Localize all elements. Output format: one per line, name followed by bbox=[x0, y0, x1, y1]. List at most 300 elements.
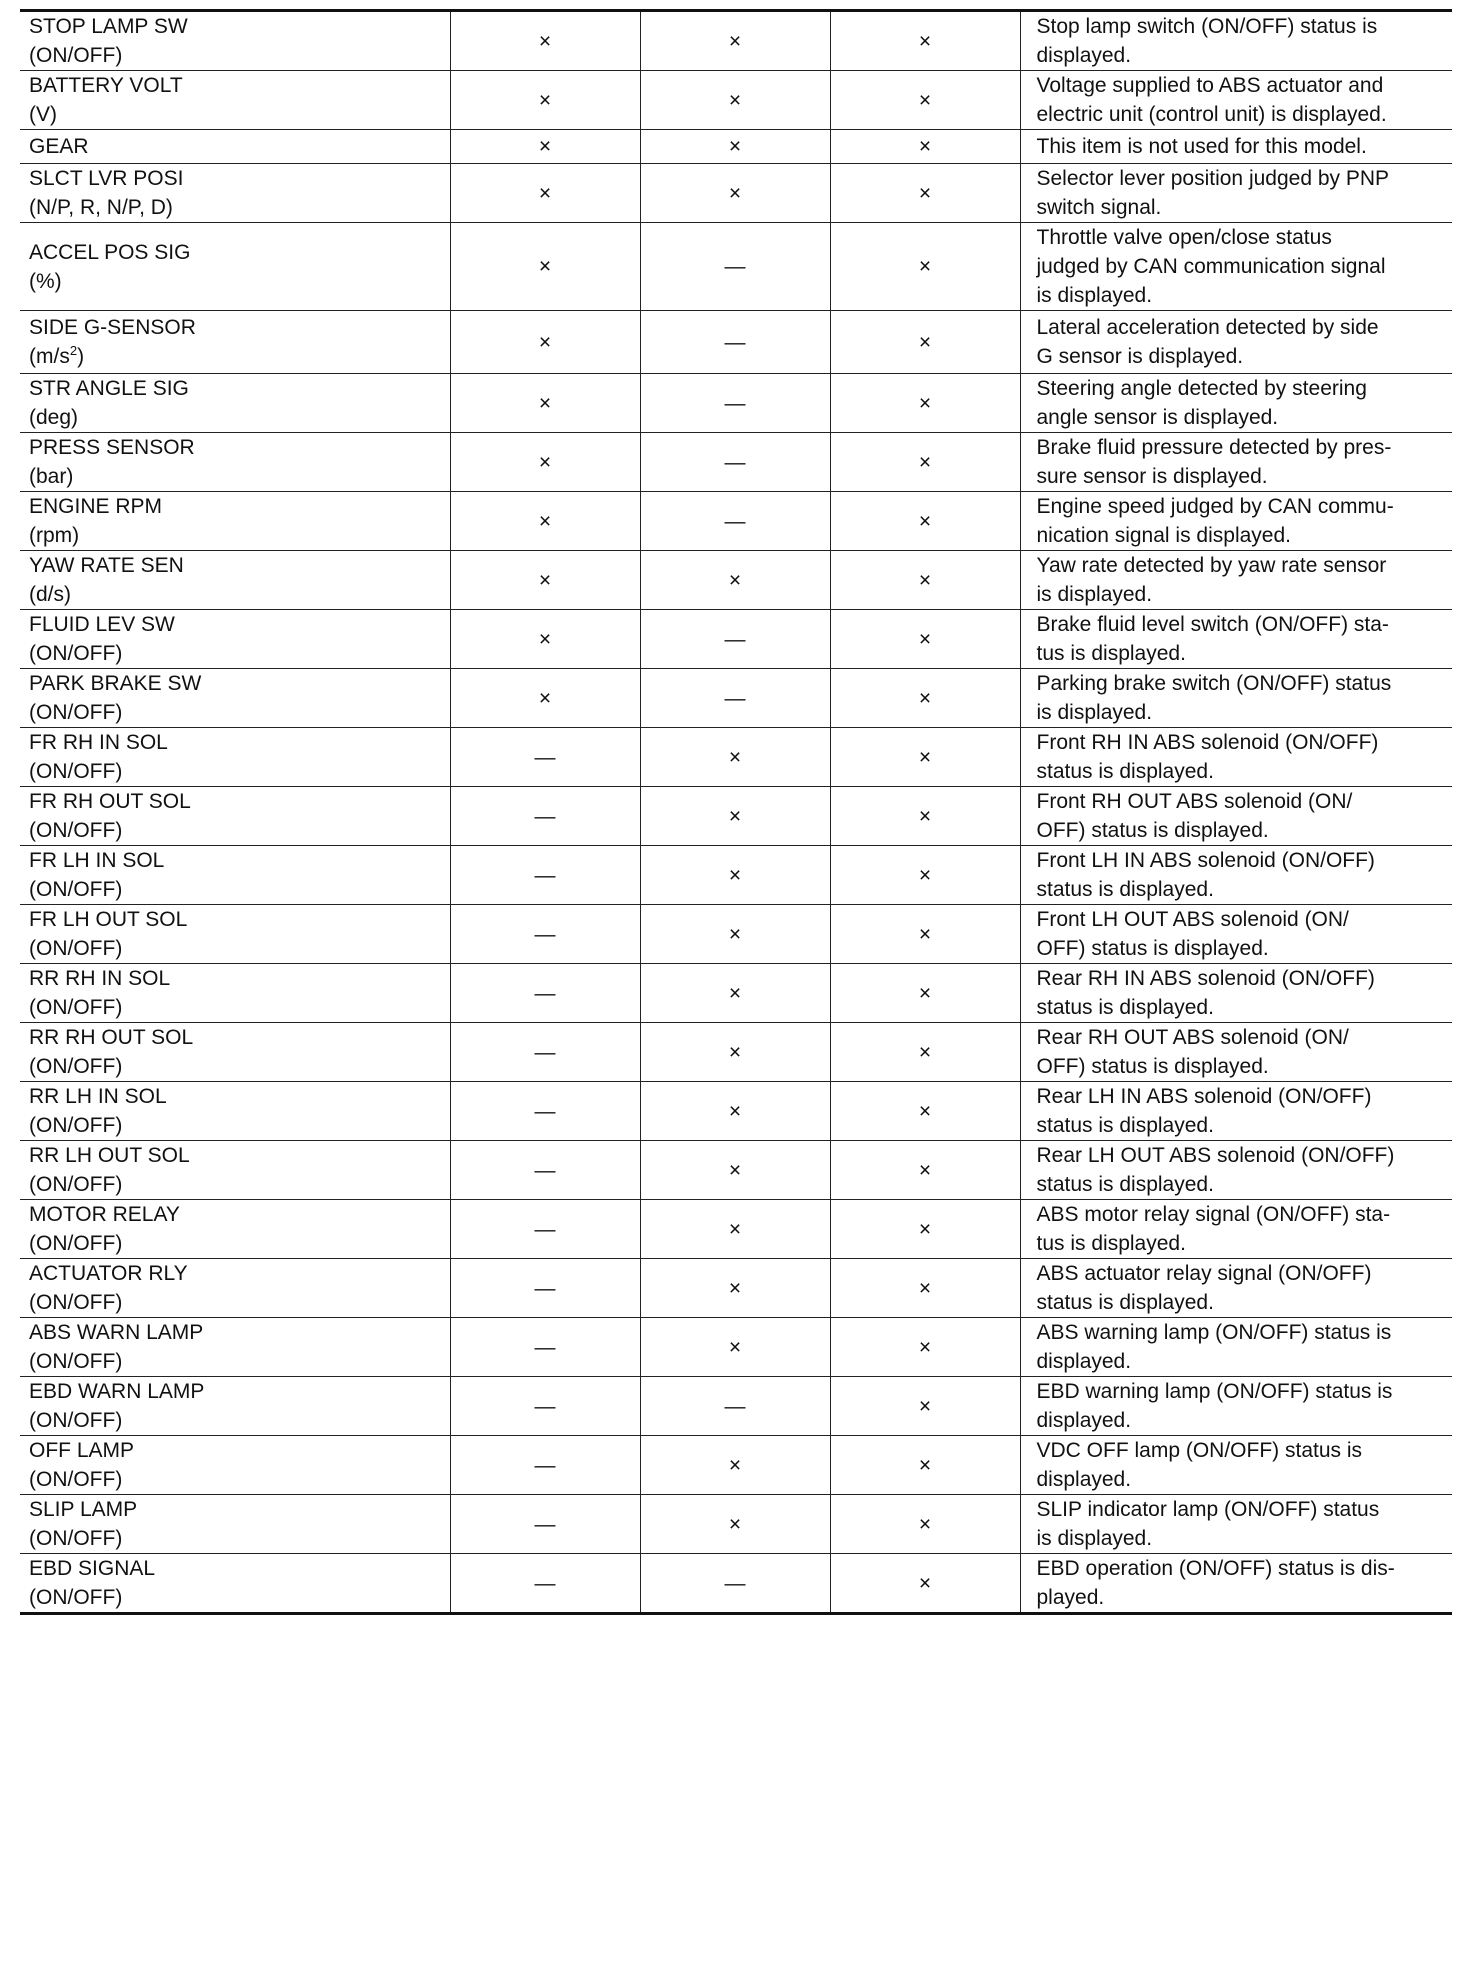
description-line: SLIP indicator lamp (ON/OFF) status bbox=[1036, 1498, 1380, 1521]
description-line: ABS actuator relay signal (ON/OFF) bbox=[1036, 1262, 1372, 1285]
mode-mark-2: × bbox=[640, 846, 830, 905]
description-line: electric unit (control unit) is displayed. bbox=[1036, 103, 1387, 126]
monitor-item-cell bbox=[20, 1554, 450, 1614]
mode-mark-2: × bbox=[640, 164, 830, 223]
monitor-item-unit bbox=[29, 342, 444, 371]
description-line: Lateral acceleration detected by side bbox=[1036, 316, 1379, 339]
description-line: tus is displayed. bbox=[1036, 1232, 1186, 1255]
mode-mark-2: — bbox=[640, 669, 830, 728]
monitor-item-unit bbox=[29, 816, 444, 845]
monitor-item-unit bbox=[29, 1406, 444, 1435]
mode-mark-2: × bbox=[640, 1318, 830, 1377]
monitor-item-unit bbox=[29, 580, 444, 609]
mode-mark-1: × bbox=[450, 164, 640, 223]
table-row bbox=[20, 669, 1452, 728]
monitor-item-cell bbox=[20, 130, 450, 164]
description-line: Front LH OUT ABS solenoid (ON/ bbox=[1036, 908, 1349, 931]
item-unit-text: (ON/OFF) bbox=[29, 878, 123, 901]
mode-mark-3: × bbox=[830, 1259, 1020, 1318]
item-name-text: ABS WARN LAMP bbox=[29, 1321, 204, 1344]
mode-mark-3: × bbox=[830, 130, 1020, 164]
description-line: Selector lever position judged by PNP bbox=[1036, 167, 1390, 190]
monitor-item-unit bbox=[29, 934, 444, 963]
data-monitor-table bbox=[20, 9, 1452, 1615]
item-name-text: SLIP LAMP bbox=[29, 1498, 138, 1521]
description-line: status is displayed. bbox=[1036, 1291, 1214, 1314]
monitor-description-cell bbox=[1020, 1554, 1452, 1614]
monitor-item-cell bbox=[20, 311, 450, 374]
description-line: EBD operation (ON/OFF) status is dis- bbox=[1036, 1557, 1395, 1580]
mode-mark-3: × bbox=[830, 610, 1020, 669]
monitor-item-unit bbox=[29, 1170, 444, 1199]
description-line: switch signal. bbox=[1036, 196, 1162, 219]
monitor-item-name bbox=[29, 1377, 444, 1406]
monitor-item-cell bbox=[20, 610, 450, 669]
monitor-description-cell bbox=[1020, 11, 1452, 71]
monitor-item-unit bbox=[29, 41, 444, 70]
item-name-text: EBD WARN LAMP bbox=[29, 1380, 205, 1403]
mode-mark-2: × bbox=[640, 1141, 830, 1200]
item-unit-text: (ON/OFF) bbox=[29, 1291, 123, 1314]
mode-mark-3: × bbox=[830, 1377, 1020, 1436]
monitor-description-cell bbox=[1020, 669, 1452, 728]
table-row bbox=[20, 1495, 1452, 1554]
description-line: Yaw rate detected by yaw rate sensor bbox=[1036, 554, 1387, 577]
item-name-text: STOP LAMP SW bbox=[29, 15, 188, 38]
monitor-item-unit bbox=[29, 1229, 444, 1258]
monitor-item-unit bbox=[29, 1288, 444, 1317]
mode-mark-3: × bbox=[830, 1554, 1020, 1614]
description-line: Rear LH OUT ABS solenoid (ON/OFF) bbox=[1036, 1144, 1395, 1167]
monitor-description-cell bbox=[1020, 1023, 1452, 1082]
description-line: is displayed. bbox=[1036, 284, 1153, 307]
monitor-item-unit bbox=[29, 267, 444, 296]
mode-mark-2: — bbox=[640, 223, 830, 311]
monitor-item-unit bbox=[29, 100, 444, 129]
mode-mark-3: × bbox=[830, 905, 1020, 964]
description-line: Rear LH IN ABS solenoid (ON/OFF) bbox=[1036, 1085, 1372, 1108]
item-name-text: FLUID LEV SW bbox=[29, 613, 175, 636]
monitor-item-name bbox=[29, 374, 444, 403]
description-line: ABS warning lamp (ON/OFF) status is bbox=[1036, 1321, 1392, 1344]
item-name-text: ACCEL POS SIG bbox=[29, 240, 191, 264]
monitor-item-unit bbox=[29, 403, 444, 432]
description-line: Rear RH IN ABS solenoid (ON/OFF) bbox=[1036, 967, 1375, 990]
monitor-item-unit bbox=[29, 993, 444, 1022]
mode-mark-2: × bbox=[640, 1082, 830, 1141]
description-line: ABS motor relay signal (ON/OFF) sta- bbox=[1036, 1203, 1391, 1226]
description-line: displayed. bbox=[1036, 1409, 1132, 1432]
item-unit-text: (bar) bbox=[29, 465, 74, 488]
mode-mark-1: — bbox=[450, 1318, 640, 1377]
item-unit-text: (ON/OFF) bbox=[29, 996, 123, 1019]
monitor-item-name bbox=[29, 1495, 444, 1524]
description-line: status is displayed. bbox=[1036, 996, 1214, 1019]
table-row bbox=[20, 1259, 1452, 1318]
mode-mark-2: × bbox=[640, 71, 830, 130]
item-name-text: RR LH IN SOL bbox=[29, 1085, 167, 1108]
monitor-description-cell bbox=[1020, 905, 1452, 964]
item-unit-text: (ON/OFF) bbox=[29, 760, 123, 783]
mode-mark-3: × bbox=[830, 1200, 1020, 1259]
description-line: OFF) status is displayed. bbox=[1036, 819, 1269, 842]
mode-mark-3: × bbox=[830, 1495, 1020, 1554]
item-name-text: FR LH OUT SOL bbox=[29, 908, 188, 931]
monitor-item-name bbox=[29, 905, 444, 934]
description-line: judged by CAN communication signal bbox=[1036, 255, 1386, 278]
description-line: displayed. bbox=[1036, 1468, 1132, 1491]
monitor-item-name bbox=[29, 132, 444, 161]
mode-mark-1: × bbox=[450, 311, 640, 374]
table-row bbox=[20, 610, 1452, 669]
monitor-description-cell bbox=[1020, 1082, 1452, 1141]
monitor-description-cell bbox=[1020, 1436, 1452, 1495]
mode-mark-2: × bbox=[640, 1495, 830, 1554]
table-row bbox=[20, 1200, 1452, 1259]
monitor-item-name bbox=[29, 787, 444, 816]
monitor-item-cell bbox=[20, 1259, 450, 1318]
table-row bbox=[20, 11, 1452, 71]
mode-mark-1: × bbox=[450, 374, 640, 433]
table-row bbox=[20, 223, 1452, 311]
table-row bbox=[20, 1141, 1452, 1200]
monitor-description-cell bbox=[1020, 1200, 1452, 1259]
monitor-description-cell bbox=[1020, 492, 1452, 551]
mode-mark-2: × bbox=[640, 1200, 830, 1259]
table-row bbox=[20, 311, 1452, 374]
item-unit-text: (deg) bbox=[29, 406, 79, 429]
monitor-item-cell bbox=[20, 1200, 450, 1259]
monitor-item-name bbox=[29, 1554, 444, 1583]
mode-mark-2: × bbox=[640, 1436, 830, 1495]
monitor-item-name bbox=[29, 846, 444, 875]
monitor-item-name bbox=[29, 964, 444, 993]
mode-mark-3: × bbox=[830, 311, 1020, 374]
mode-mark-1: — bbox=[450, 1200, 640, 1259]
mode-mark-2: × bbox=[640, 728, 830, 787]
monitor-item-name bbox=[29, 1318, 444, 1347]
monitor-item-cell bbox=[20, 728, 450, 787]
item-name-text: MOTOR RELAY bbox=[29, 1203, 180, 1226]
mode-mark-1: — bbox=[450, 1082, 640, 1141]
description-line: Brake fluid pressure detected by pres- bbox=[1036, 436, 1392, 459]
mode-mark-3: × bbox=[830, 669, 1020, 728]
item-unit-text: (ON/OFF) bbox=[29, 819, 123, 842]
monitor-item-name bbox=[29, 238, 444, 267]
monitor-item-unit bbox=[29, 521, 444, 550]
description-line: is displayed. bbox=[1036, 1527, 1153, 1550]
table-row bbox=[20, 905, 1452, 964]
monitor-item-name bbox=[29, 1259, 444, 1288]
description-line: This item is not used for this model. bbox=[1036, 135, 1367, 158]
monitor-description-cell bbox=[1020, 433, 1452, 492]
description-line: Parking brake switch (ON/OFF) status bbox=[1036, 672, 1392, 695]
table-row bbox=[20, 551, 1452, 610]
description-line: status is displayed. bbox=[1036, 760, 1214, 783]
item-name-text: ENGINE RPM bbox=[29, 495, 163, 518]
item-unit-text: (%) bbox=[29, 269, 62, 293]
description-line: displayed. bbox=[1036, 1350, 1132, 1373]
table-row bbox=[20, 787, 1452, 846]
monitor-item-unit bbox=[29, 875, 444, 904]
mode-mark-3: × bbox=[830, 164, 1020, 223]
monitor-item-cell bbox=[20, 433, 450, 492]
item-name-text: RR RH OUT SOL bbox=[29, 1026, 194, 1049]
description-line: status is displayed. bbox=[1036, 1114, 1214, 1137]
monitor-item-cell bbox=[20, 551, 450, 610]
item-name-text: PARK BRAKE SW bbox=[29, 672, 202, 695]
mode-mark-3: × bbox=[830, 492, 1020, 551]
table-row bbox=[20, 728, 1452, 787]
item-unit-text: (d/s) bbox=[29, 583, 71, 606]
monitor-item-unit bbox=[29, 1524, 444, 1553]
description-line: is displayed. bbox=[1036, 583, 1153, 606]
monitor-item-name bbox=[29, 164, 444, 193]
mode-mark-2: — bbox=[640, 610, 830, 669]
mode-mark-1: — bbox=[450, 1377, 640, 1436]
mode-mark-3: × bbox=[830, 433, 1020, 492]
mode-mark-1: — bbox=[450, 1495, 640, 1554]
mode-mark-3: × bbox=[830, 71, 1020, 130]
table-row bbox=[20, 164, 1452, 223]
mode-mark-3: × bbox=[830, 1082, 1020, 1141]
item-name-text: FR LH IN SOL bbox=[29, 849, 165, 872]
monitor-description-cell bbox=[1020, 311, 1452, 374]
mode-mark-1: × bbox=[450, 669, 640, 728]
mode-mark-2: — bbox=[640, 492, 830, 551]
item-name-text: GEAR bbox=[29, 135, 89, 158]
mode-mark-2: × bbox=[640, 964, 830, 1023]
monitor-item-name bbox=[29, 610, 444, 639]
monitor-item-cell bbox=[20, 71, 450, 130]
table-row bbox=[20, 1023, 1452, 1082]
mode-mark-1: × bbox=[450, 223, 640, 311]
mode-mark-3: × bbox=[830, 1436, 1020, 1495]
description-line: Brake fluid level switch (ON/OFF) sta- bbox=[1036, 613, 1389, 636]
mode-mark-1: — bbox=[450, 1141, 640, 1200]
description-line: tus is displayed. bbox=[1036, 642, 1186, 665]
monitor-item-cell bbox=[20, 1436, 450, 1495]
mode-mark-3: × bbox=[830, 223, 1020, 311]
monitor-item-unit bbox=[29, 1052, 444, 1081]
item-unit-text: (ON/OFF) bbox=[29, 1586, 123, 1609]
monitor-description-cell bbox=[1020, 130, 1452, 164]
mode-mark-3: × bbox=[830, 374, 1020, 433]
item-unit-text: (V) bbox=[29, 103, 57, 126]
table-row bbox=[20, 964, 1452, 1023]
mode-mark-3: × bbox=[830, 728, 1020, 787]
item-unit-text: (ON/OFF) bbox=[29, 1173, 123, 1196]
monitor-item-name bbox=[29, 12, 444, 41]
mode-mark-3: × bbox=[830, 1023, 1020, 1082]
monitor-item-name bbox=[29, 669, 444, 698]
mode-mark-2: — bbox=[640, 1377, 830, 1436]
monitor-item-cell bbox=[20, 669, 450, 728]
description-line: OFF) status is displayed. bbox=[1036, 1055, 1269, 1078]
item-name-text: FR RH IN SOL bbox=[29, 731, 168, 754]
item-unit-text: (m/s bbox=[29, 345, 70, 368]
mode-mark-1: × bbox=[450, 433, 640, 492]
mode-mark-2: × bbox=[640, 1023, 830, 1082]
mode-mark-3: × bbox=[830, 964, 1020, 1023]
table-row bbox=[20, 1082, 1452, 1141]
monitor-item-unit bbox=[29, 757, 444, 786]
mode-mark-2: × bbox=[640, 1259, 830, 1318]
mode-mark-3: × bbox=[830, 1318, 1020, 1377]
description-line: status is displayed. bbox=[1036, 878, 1214, 901]
description-line: is displayed. bbox=[1036, 701, 1153, 724]
monitor-item-cell bbox=[20, 164, 450, 223]
table-row bbox=[20, 1436, 1452, 1495]
monitor-item-cell bbox=[20, 787, 450, 846]
description-line: EBD warning lamp (ON/OFF) status is bbox=[1036, 1380, 1393, 1403]
description-line: nication signal is displayed. bbox=[1036, 524, 1291, 547]
item-unit-text: (ON/OFF) bbox=[29, 937, 123, 960]
description-line: Front LH IN ABS solenoid (ON/OFF) bbox=[1036, 849, 1375, 872]
monitor-item-cell bbox=[20, 1082, 450, 1141]
item-name-text: PRESS SENSOR bbox=[29, 436, 195, 459]
item-name-text: SIDE G-SENSOR bbox=[29, 316, 196, 339]
monitor-item-cell bbox=[20, 905, 450, 964]
table-row bbox=[20, 71, 1452, 130]
monitor-description-cell bbox=[1020, 846, 1452, 905]
table-row bbox=[20, 130, 1452, 164]
item-name-text: RR LH OUT SOL bbox=[29, 1144, 190, 1167]
monitor-item-unit bbox=[29, 1111, 444, 1140]
table-row bbox=[20, 1554, 1452, 1614]
monitor-item-unit bbox=[29, 698, 444, 727]
monitor-item-cell bbox=[20, 374, 450, 433]
monitor-item-cell bbox=[20, 1141, 450, 1200]
description-line: G sensor is displayed. bbox=[1036, 345, 1244, 368]
description-line: Stop lamp switch (ON/OFF) status is bbox=[1036, 15, 1378, 38]
item-unit-text: (ON/OFF) bbox=[29, 1527, 123, 1550]
item-unit-text: (ON/OFF) bbox=[29, 1350, 123, 1373]
monitor-description-cell bbox=[1020, 71, 1452, 130]
monitor-description-cell bbox=[1020, 223, 1452, 311]
mode-mark-1: — bbox=[450, 846, 640, 905]
table-row bbox=[20, 1377, 1452, 1436]
mode-mark-2: — bbox=[640, 311, 830, 374]
monitor-item-unit bbox=[29, 1465, 444, 1494]
monitor-item-cell bbox=[20, 1318, 450, 1377]
item-name-text: EBD SIGNAL bbox=[29, 1557, 156, 1580]
monitor-item-cell bbox=[20, 1377, 450, 1436]
item-unit-text: (ON/OFF) bbox=[29, 1114, 123, 1137]
description-line: Throttle valve open/close status bbox=[1036, 226, 1332, 249]
mode-mark-1: — bbox=[450, 1259, 640, 1318]
monitor-item-unit bbox=[29, 462, 444, 491]
mode-mark-2: — bbox=[640, 433, 830, 492]
description-line: Rear RH OUT ABS solenoid (ON/ bbox=[1036, 1026, 1349, 1049]
monitor-item-unit bbox=[29, 1347, 444, 1376]
description-line: angle sensor is displayed. bbox=[1036, 406, 1279, 429]
mode-mark-1: — bbox=[450, 728, 640, 787]
unit-superscript: 2 bbox=[69, 343, 78, 358]
monitor-item-name bbox=[29, 1082, 444, 1111]
mode-mark-1: — bbox=[450, 787, 640, 846]
monitor-description-cell bbox=[1020, 374, 1452, 433]
description-line: VDC OFF lamp (ON/OFF) status is bbox=[1036, 1439, 1363, 1462]
mode-mark-2: × bbox=[640, 787, 830, 846]
description-line: OFF) status is displayed. bbox=[1036, 937, 1269, 960]
mode-mark-3: × bbox=[830, 846, 1020, 905]
mode-mark-1: × bbox=[450, 492, 640, 551]
monitor-item-name bbox=[29, 71, 444, 100]
item-name-text: YAW RATE SEN bbox=[29, 554, 184, 577]
item-unit-text: (ON/OFF) bbox=[29, 701, 123, 724]
mode-mark-3: × bbox=[830, 787, 1020, 846]
monitor-item-cell bbox=[20, 1023, 450, 1082]
unit-suffix: ) bbox=[77, 345, 85, 368]
description-line: sure sensor is displayed. bbox=[1036, 465, 1268, 488]
mode-mark-2: × bbox=[640, 11, 830, 71]
mode-mark-2: × bbox=[640, 905, 830, 964]
item-name-text: RR RH IN SOL bbox=[29, 967, 171, 990]
mode-mark-1: — bbox=[450, 964, 640, 1023]
table-row bbox=[20, 1318, 1452, 1377]
mode-mark-3: × bbox=[830, 11, 1020, 71]
description-line: Voltage supplied to ABS actuator and bbox=[1036, 74, 1384, 97]
monitor-item-name bbox=[29, 1200, 444, 1229]
item-unit-text: (N/P, R, N/P, D) bbox=[29, 196, 173, 219]
description-line: played. bbox=[1036, 1586, 1105, 1609]
monitor-description-cell bbox=[1020, 1495, 1452, 1554]
mode-mark-2: × bbox=[640, 551, 830, 610]
description-line: displayed. bbox=[1036, 44, 1132, 67]
monitor-description-cell bbox=[1020, 1141, 1452, 1200]
monitor-item-cell bbox=[20, 1495, 450, 1554]
monitor-description-cell bbox=[1020, 610, 1452, 669]
monitor-item-name bbox=[29, 1436, 444, 1465]
mode-mark-3: × bbox=[830, 1141, 1020, 1200]
item-name-text: OFF LAMP bbox=[29, 1439, 135, 1462]
monitor-description-cell bbox=[1020, 964, 1452, 1023]
item-unit-text: (rpm) bbox=[29, 524, 80, 547]
monitor-item-name bbox=[29, 1023, 444, 1052]
description-line: Engine speed judged by CAN commu- bbox=[1036, 495, 1394, 518]
monitor-description-cell bbox=[1020, 1377, 1452, 1436]
monitor-item-name bbox=[29, 313, 444, 342]
item-unit-text: (ON/OFF) bbox=[29, 1055, 123, 1078]
item-unit-text: (ON/OFF) bbox=[29, 642, 123, 665]
description-line: Front RH IN ABS solenoid (ON/OFF) bbox=[1036, 731, 1379, 754]
monitor-item-cell bbox=[20, 846, 450, 905]
mode-mark-1: × bbox=[450, 71, 640, 130]
monitor-item-unit bbox=[29, 1583, 444, 1612]
monitor-description-cell bbox=[1020, 1318, 1452, 1377]
monitor-description-cell bbox=[1020, 164, 1452, 223]
mode-mark-3: × bbox=[830, 551, 1020, 610]
description-line: Front RH OUT ABS solenoid (ON/ bbox=[1036, 790, 1353, 813]
item-unit-text: (ON/OFF) bbox=[29, 1232, 123, 1255]
table-row bbox=[20, 433, 1452, 492]
item-unit-text: (ON/OFF) bbox=[29, 1409, 123, 1432]
mode-mark-1: × bbox=[450, 551, 640, 610]
mode-mark-1: — bbox=[450, 1023, 640, 1082]
monitor-item-unit bbox=[29, 193, 444, 222]
mode-mark-2: × bbox=[640, 130, 830, 164]
monitor-item-unit bbox=[29, 639, 444, 668]
monitor-item-cell bbox=[20, 964, 450, 1023]
mode-mark-1: — bbox=[450, 905, 640, 964]
monitor-item-cell bbox=[20, 223, 450, 311]
item-unit-text: (ON/OFF) bbox=[29, 1468, 123, 1491]
monitor-item-cell bbox=[20, 492, 450, 551]
monitor-description-cell bbox=[1020, 1259, 1452, 1318]
mode-mark-1: — bbox=[450, 1554, 640, 1614]
monitor-item-cell bbox=[20, 11, 450, 71]
